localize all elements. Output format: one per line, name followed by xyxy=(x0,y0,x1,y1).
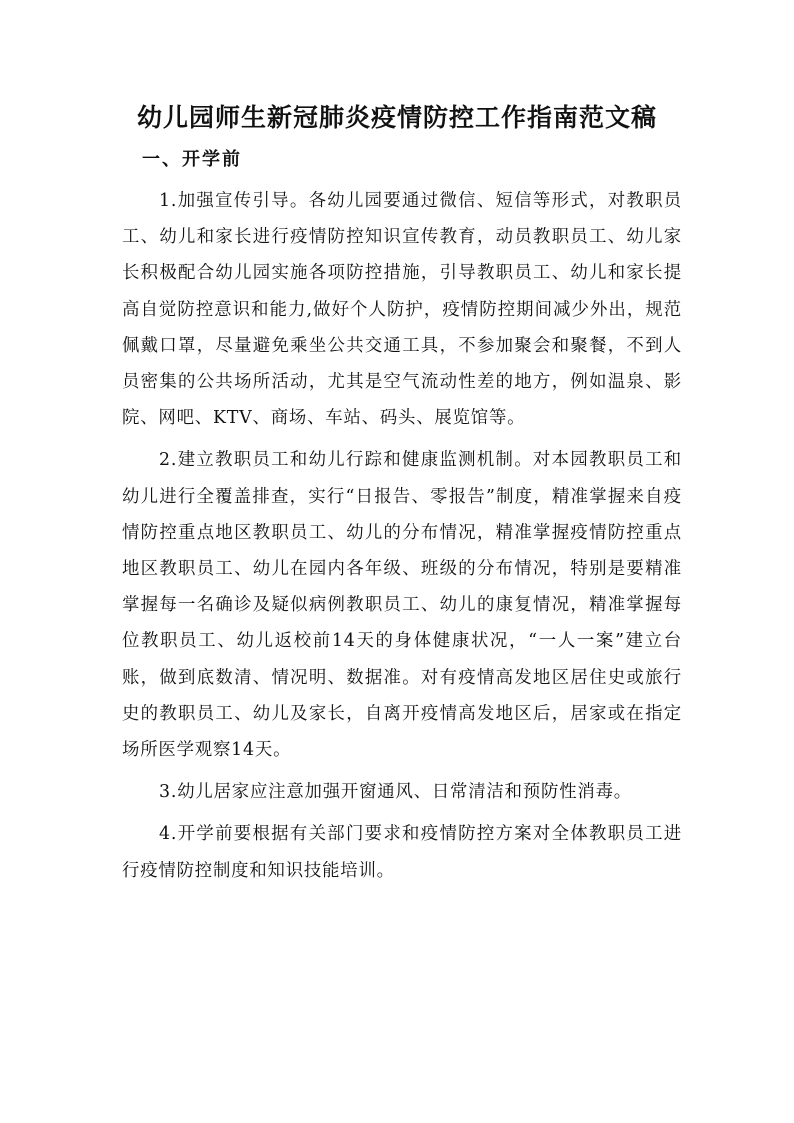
paragraph-2: 2.建立教职员工和幼儿行踪和健康监测机制。对本园教职员工和幼儿进行全覆盖排查，实行“日报告、零报告”制度，精准掌握来自疫情防控重点地区教职员工、幼儿的分布情况，精准掌握疫情防控重点地区教职员工、幼儿在园内各年级、班级的分布情况，特别是要精准掌握每一名确诊及疑似病例教职员工、幼儿的康复情况，精准掌握每位教职员工、幼儿返校前14天的身体健康状况，“一人一案”建立台账，做到底数清、情况明、数据准。对有疫情高发地区居住史或旅行史的教职员工、幼儿及家长，自离开疫情高发地区后，居家或在指定场所医学观察14天。 xyxy=(122,450,682,761)
paragraph-3: 3.幼儿居家应注意加强开窗通风、日常清洁和预防性消毒。 xyxy=(159,782,632,803)
document-title: 幼儿园师生新冠肺炎疫情防控工作指南范文稿 xyxy=(136,103,657,132)
document-body xyxy=(122,183,682,895)
paragraph-1: 1.加强宣传引导。各幼儿园要通过微信、短信等形式，对教职员工、幼儿和家长进行疫情防控知识宣传教育，动员教职员工、幼儿家长积极配合幼儿园实施各项防控措施，引导教职员工、幼儿和家长提高自觉防控意识和能力,做好个人防护，疫情防控期间减少外出，规范佩戴口罩，尽量避免乘坐公共交通工具，不参加聚会和聚餐，不到人员密集的公共场所活动，尤其是空气流动性差的地方，例如温泉、影院、网吧、KTV、商场、车站、码头、展览馆等。 xyxy=(122,191,682,429)
section-heading: 一、开学前 xyxy=(142,149,242,170)
paragraph-4: 4.开学前要根据有关部门要求和疫情防控方案对全体教职员工进行疫情防控制度和知识技能培训。 xyxy=(122,824,682,881)
